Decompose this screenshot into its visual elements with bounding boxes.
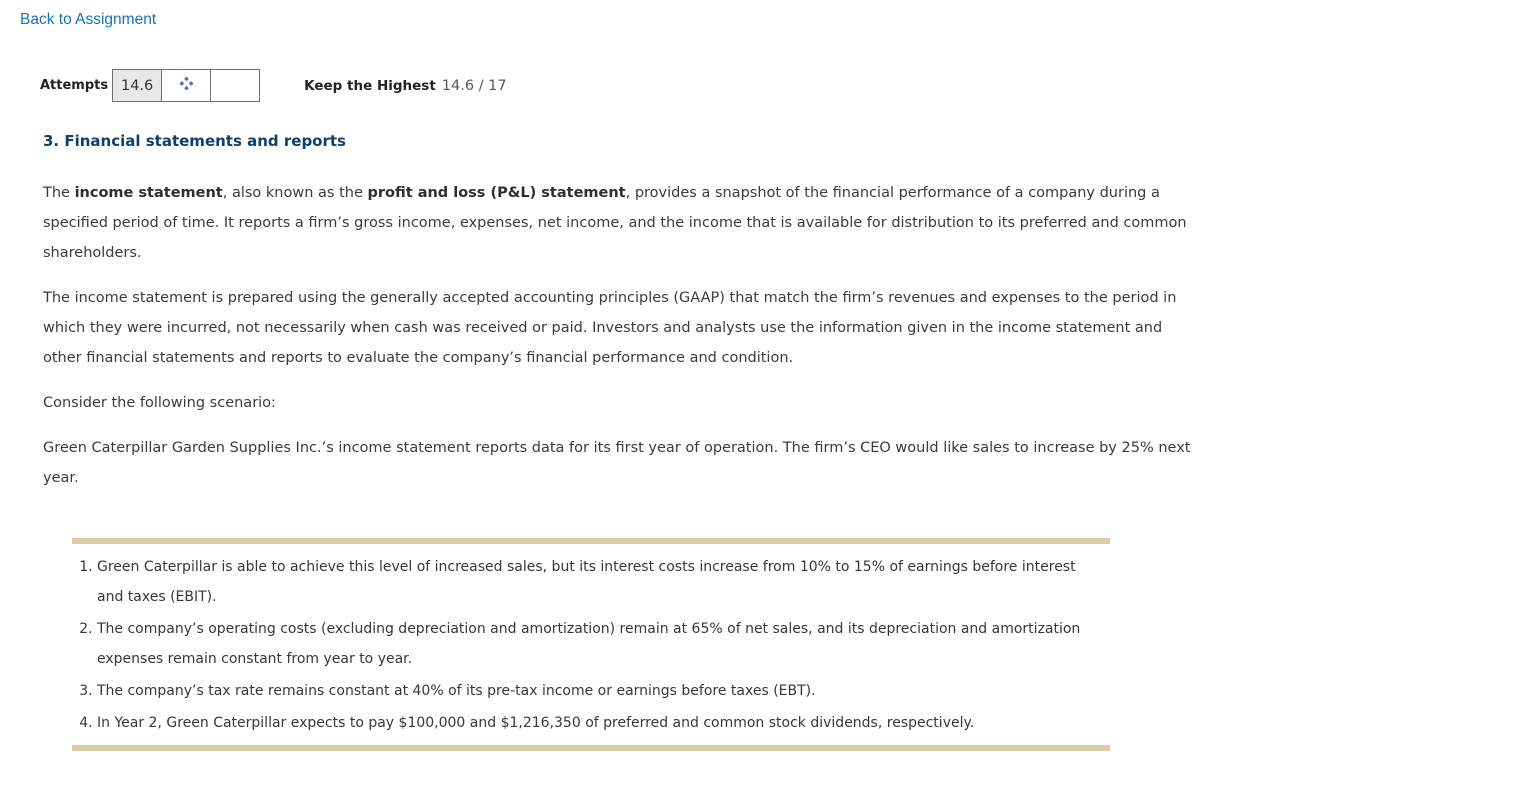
problem-content bbox=[43, 132, 1203, 751]
attempt-empty-box bbox=[210, 69, 260, 102]
intro-pre: The bbox=[43, 185, 75, 201]
intro-post: , provides a snapshot of the financial performance of a company during a specified period of time. It reports a firm’s gross income, expenses, net income, and the income that is available for distribution to its preferred and common shareholders. bbox=[43, 185, 1187, 261]
keep-highest-score: 14.6 / 17 bbox=[441, 77, 507, 94]
attempts-boxes bbox=[112, 69, 260, 102]
list-item: 2. The company’s operating costs (excluding depreciation and amortization) remain at 65% of net sales, and its depreciation and amortization expenses remain constant from year to year. bbox=[97, 614, 1096, 674]
gaap-paragraph: The income statement is prepared using the generally accepted accounting principles (GAAP) that match the firm’s revenues and expenses to the period in which they were incurred, not necessarily when cash was received or paid. Investors and analysts use the information given in the income statement and other financial statements and reports to evaluate the company’s financial performance and condition. bbox=[43, 290, 1177, 366]
list-item: 1. Green Caterpillar is able to achieve this level of increased sales, but its interest costs increase from 10% to 15% of earnings before interest and taxes (EBIT). bbox=[97, 552, 1096, 612]
keep-highest-label: Keep the Highest bbox=[304, 77, 436, 94]
term-profit-and-loss: profit and loss (P&L) statement bbox=[367, 185, 626, 201]
back-to-assignment-link[interactable]: Back to Assignment bbox=[20, 11, 157, 28]
attempt-score-box: 14.6 bbox=[112, 69, 162, 102]
attempts-label: Attempts bbox=[40, 78, 109, 93]
keep-highest-group bbox=[304, 78, 507, 94]
term-income-statement: income statement bbox=[74, 185, 223, 201]
intro-paragraph bbox=[43, 178, 1193, 268]
list-item: 3. The company’s tax rate remains constant at 40% of its pre-tax income or earnings before taxes (EBT). bbox=[97, 676, 1096, 706]
consider-paragraph: Consider the following scenario: bbox=[43, 395, 276, 411]
attempts-bar bbox=[40, 69, 1528, 102]
attempts-average-cell bbox=[161, 69, 211, 102]
scenario-assumptions-box bbox=[72, 538, 1110, 751]
scenario-paragraph: Green Caterpillar Garden Supplies Inc.’s income statement reports data for its first year of operation. The firm’s CEO would like sales to increase by 25% next year. bbox=[43, 440, 1191, 486]
list-item: 4. In Year 2, Green Caterpillar expects to pay $100,000 and $1,216,350 of preferred and common stock dividends, respectively. bbox=[97, 708, 1096, 738]
scenario-assumptions-list bbox=[72, 552, 1110, 738]
intro-mid: , also known as the bbox=[222, 185, 368, 201]
problem-heading: 3. Financial statements and reports bbox=[43, 132, 346, 150]
four-diamonds-icon bbox=[179, 76, 194, 95]
